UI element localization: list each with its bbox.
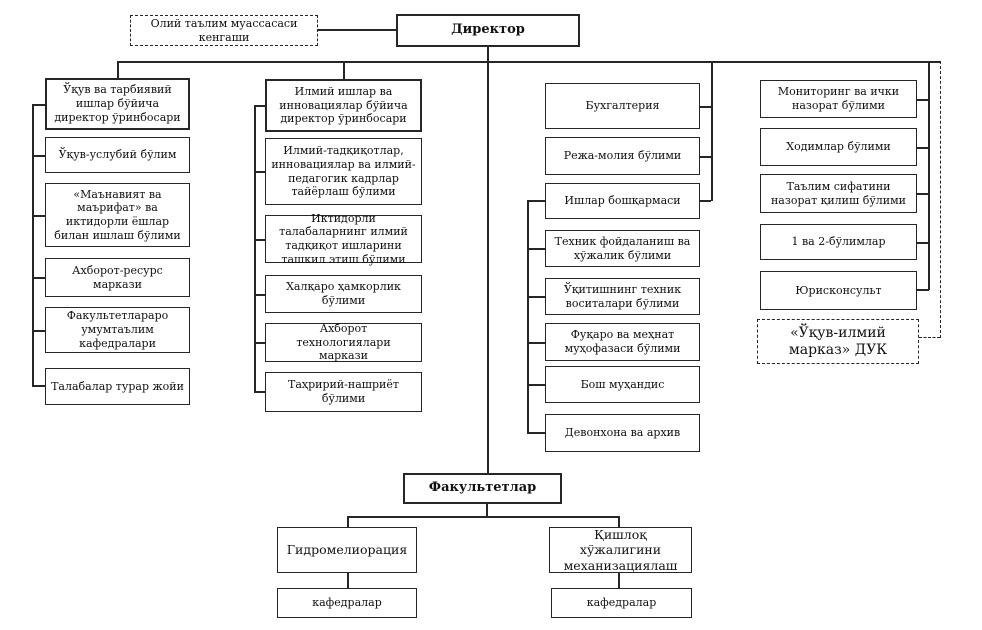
node-hr-dept [760, 128, 917, 166]
connector-stub [527, 248, 545, 250]
node-label: Юрисконсульт [795, 283, 882, 297]
connector-faculty-right-drop [618, 516, 620, 527]
node-label: Таълим сифатини назорат қилиш бўлими [770, 179, 907, 207]
connector-col1-drop [117, 61, 119, 78]
connector-stub [917, 99, 929, 101]
connector-central-vertical [487, 47, 489, 473]
node-legal-counsel [760, 271, 917, 310]
node-label: Ходимлар бўлими [786, 140, 891, 154]
connector-col3-right-trunk [711, 61, 713, 201]
node-international-cooperation-dept [265, 275, 422, 313]
node-label: Ўқитишнинг техник воситалари бўлими [563, 282, 682, 310]
node-label: Режа-молия бўлими [563, 149, 682, 163]
connector-col1-left-trunk [32, 104, 34, 386]
node-technical-maintenance-dept [545, 230, 700, 267]
connector-council-director [318, 29, 396, 31]
node-label: Техник фойдаланиш ва хўжалик бўлими [554, 234, 691, 262]
node-label: Бош муҳандис [580, 377, 665, 391]
node-it-center [265, 323, 422, 362]
node-label: Директор [451, 22, 525, 38]
node-council [130, 15, 318, 46]
connector-distribution [117, 61, 940, 63]
node-label: Ахборот-ресурс маркази [72, 263, 163, 291]
node-label: Таҳририй-нашриёт бўлими [288, 378, 399, 405]
node-label: «Маънавият ва маърифат» ва иктидорли ёшлар билан ишлаш бўлими [54, 187, 181, 242]
node-label: 1 ва 2-бўлимлар [791, 235, 886, 249]
connector-stub [254, 171, 265, 173]
connector-col2-left-trunk [254, 105, 256, 392]
connector-stub [700, 200, 711, 202]
node-label: Девонхона ва архив [564, 426, 681, 440]
node-first-second-depts [760, 224, 917, 260]
connector-faculties-drop [486, 504, 488, 516]
connector-stub [917, 193, 929, 195]
node-departments-left [277, 588, 417, 618]
connector-stub [527, 342, 545, 344]
connector-duk-dashed-vertical [940, 61, 941, 338]
node-label: Факультетлараро умумтаълим кафедралари [66, 309, 169, 350]
node-science-deputy [265, 79, 422, 132]
connector-stub [527, 200, 545, 202]
node-accounting [545, 83, 700, 129]
node-gifted-students-research-dept [265, 211, 422, 266]
connector-stub [254, 239, 265, 241]
node-label: Иктидорли талабаларнинг илмий тадқиқот ишларини ташкил этиш бўлими [279, 211, 408, 266]
connector-stub [700, 156, 711, 158]
node-teaching-equipment-dept [545, 278, 700, 315]
node-faculties [403, 473, 562, 504]
connector-stub [254, 342, 265, 344]
connector-stub [700, 106, 711, 108]
node-label: Бухгалтерия [585, 99, 660, 113]
connector-stub [254, 105, 265, 107]
node-label: кафедралар [312, 596, 382, 610]
connector-stub [527, 384, 545, 386]
connector-stub [32, 330, 45, 332]
node-planning-finance-dept [545, 137, 700, 175]
connector-faculty-left-drop [347, 516, 349, 527]
connector-faculty-split [347, 516, 619, 518]
connector-departments-left-drop [347, 573, 349, 588]
node-label: Илмий ишлар ва инновациялар бўйича директор ўринбосари [279, 84, 408, 126]
node-departments-right [551, 588, 692, 618]
connector-col2-drop [343, 61, 345, 79]
node-label: Ўқув-услубий бўлим [58, 148, 177, 162]
node-education-quality-control-dept [760, 174, 917, 213]
connector-stub [32, 215, 45, 217]
connector-departments-right-drop [618, 573, 620, 588]
node-label: Ишлар бошқармаси [564, 194, 681, 208]
connector-stub [917, 242, 929, 244]
connector-stub [32, 385, 45, 387]
connector-stub [32, 155, 45, 157]
node-label: Илмий-тадқиқотлар, инновациялар ва илмий-педагогик кадрлар тайёрлаш бўлими [271, 144, 416, 199]
node-chancellery-archive [545, 414, 700, 452]
node-label: Ўқув ва тарбиявий ишлар бўйича директор ўринбосари [54, 83, 181, 124]
node-information-resource-center [45, 258, 190, 297]
node-interfaculty-general-departments [45, 307, 190, 353]
node-duk [757, 319, 919, 364]
connector-stub [917, 147, 929, 149]
node-label: Халқаро ҳамкорлик бўлими [286, 280, 401, 307]
node-label: Факультетлар [428, 480, 537, 496]
node-label: Олий таълим муассасаси кенгаши [150, 16, 298, 44]
node-academic-deputy [45, 78, 190, 130]
node-faculty-hydromelioration [277, 527, 417, 573]
node-faculty-agri-mechanization [549, 527, 692, 573]
node-label: Ахборот технологиялари маркази [296, 321, 391, 363]
node-label: Гидромелиорация [286, 542, 408, 558]
node-civil-labor-protection-dept [545, 323, 700, 361]
node-director [396, 14, 580, 47]
connector-stub [527, 432, 545, 434]
connector-col3-left-trunk [527, 200, 529, 433]
connector-duk-dashed-horizontal [919, 337, 940, 338]
connector-col4-right-trunk [928, 61, 930, 290]
node-chief-engineer [545, 366, 700, 403]
node-editorial-publishing-dept [265, 372, 422, 412]
connector-stub [254, 294, 265, 296]
node-label: кафедралар [586, 596, 657, 610]
node-affairs-directorate [545, 183, 700, 219]
node-label: Мониторинг ва ички назорат бўлими [777, 85, 900, 112]
node-monitoring-internal-control-dept [760, 80, 917, 118]
connector-stub [32, 277, 45, 279]
connector-stub [254, 391, 265, 393]
node-research-innovation-dept [265, 138, 422, 205]
node-teaching-methodical-dept [45, 137, 190, 173]
connector-stub [917, 289, 929, 291]
node-label: Фуқаро ва меҳнат муҳофазаси бўлими [564, 328, 681, 355]
connector-stub [32, 104, 45, 106]
node-label: Талабалар турар жойи [51, 379, 184, 393]
connector-stub [527, 296, 545, 298]
node-student-dormitory [45, 368, 190, 405]
node-label: «Ўқув-илмий марказ» ДУК [788, 324, 888, 358]
node-label: Қишлоқ хўжалигини механизациялаш [563, 526, 678, 573]
node-manaviyat-gifted-youth-dept [45, 183, 190, 247]
